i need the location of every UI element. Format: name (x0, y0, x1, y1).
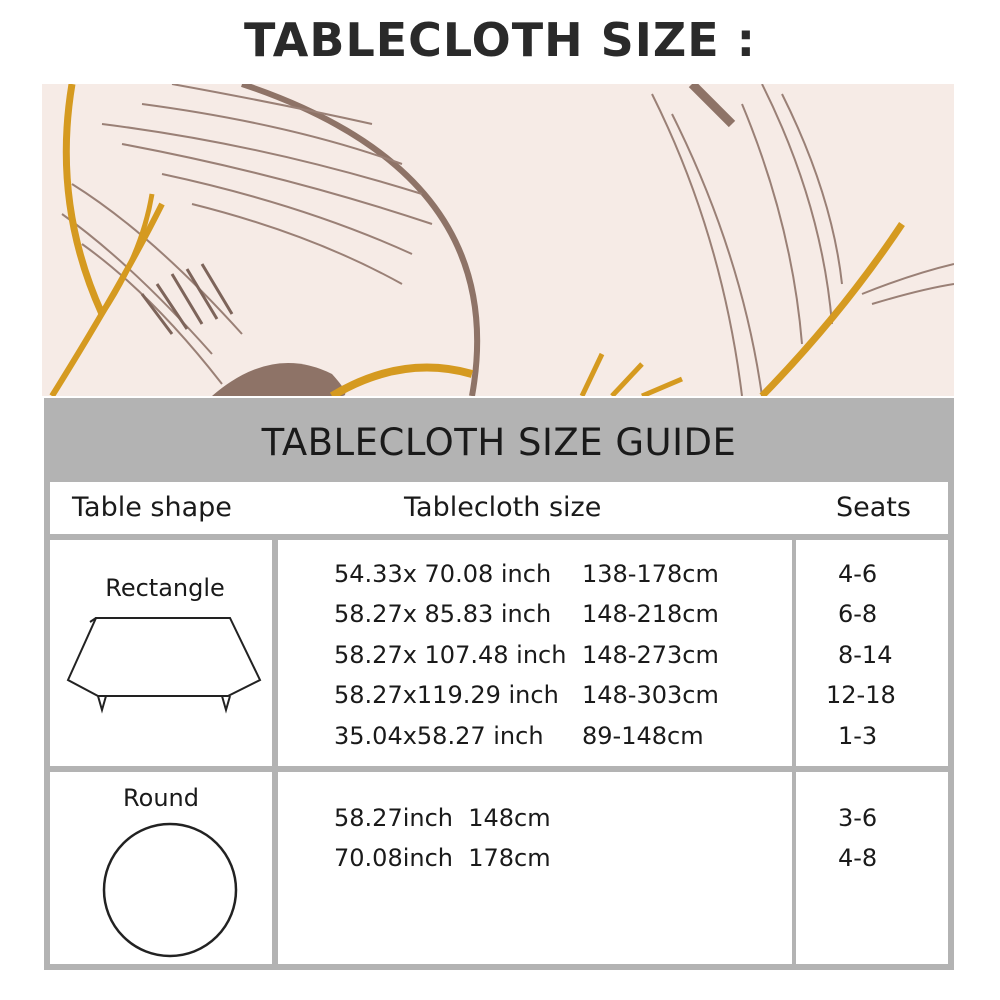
rect-size-2-cm: 148-218cm (582, 600, 719, 628)
rect-seats-4: 12-18 (826, 681, 896, 709)
leaf-pattern-icon (42, 84, 954, 396)
round-table-icon (50, 772, 272, 964)
rectangle-seats-cell (796, 540, 948, 766)
rect-seats-2: 6-8 (838, 600, 878, 628)
guide-title: TABLECLOTH SIZE GUIDE (261, 421, 737, 464)
rect-seats-5: 1-3 (838, 722, 878, 750)
rect-size-3-inch: 58.27x 107.48 inch (334, 641, 567, 669)
rect-size-5-inch: 35.04x58.27 inch (334, 722, 544, 750)
header-tablecloth-size: Tablecloth size (404, 492, 602, 523)
rectangle-table-icon (50, 540, 272, 766)
rect-size-1-inch: 54.33x 70.08 inch (334, 560, 552, 588)
rect-size-3-cm: 148-273cm (582, 641, 719, 669)
round-size-cell (278, 772, 792, 964)
round-seats-2: 4-8 (838, 844, 878, 872)
rectangle-size-cell (278, 540, 792, 766)
rect-seats-3: 8-14 (838, 641, 893, 669)
round-size-2: 70.08inch 178cm (334, 844, 551, 872)
round-size-1: 58.27inch 148cm (334, 804, 551, 832)
leaf-pattern-banner (42, 84, 954, 396)
round-seats-1: 3-6 (838, 804, 878, 832)
rect-size-5-cm: 89-148cm (582, 722, 704, 750)
rectangle-label: Rectangle (105, 574, 225, 602)
header-table-shape: Table shape (72, 492, 232, 523)
rect-size-4-inch: 58.27x119.29 inch (334, 681, 559, 709)
rect-size-4-cm: 148-303cm (582, 681, 719, 709)
size-guide-table (44, 398, 954, 970)
rect-size-1-cm: 138-178cm (582, 560, 719, 588)
rect-seats-1: 4-6 (838, 560, 878, 588)
page-title: TABLECLOTH SIZE : (243, 13, 757, 67)
rectangle-shape-cell (50, 540, 272, 766)
round-seats-cell (796, 772, 948, 964)
header-seats: Seats (836, 492, 911, 523)
header-row (50, 482, 948, 534)
rect-size-2-inch: 58.27x 85.83 inch (334, 600, 552, 628)
round-shape-cell (50, 772, 272, 964)
round-label: Round (123, 784, 199, 812)
